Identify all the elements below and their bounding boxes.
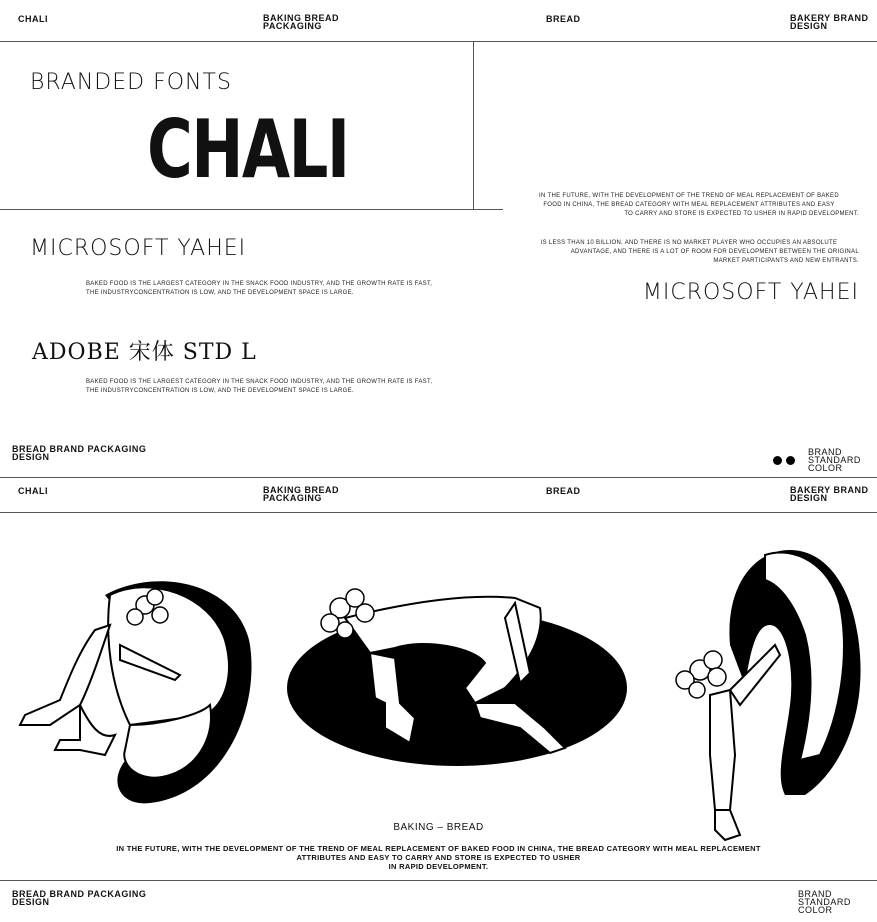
illustration-caption: BAKING – BREAD (393, 822, 484, 833)
right-paragraph-1: IN THE FUTURE, WITH THE DEVELOPMENT OF THE TREND OF MEAL REPLACEMENT OF BAKED FOOD IN CHINA, THE BREAD CATEGORY WITH MEAL REPLACEMENT ATTRIBUTES AND EASY TO CARRY AND STORE IS EXPECTED TO USHER IN RAPID DEVELOPMENT. (539, 193, 859, 217)
page-divider-2 (0, 880, 877, 881)
nav2-item-bread[interactable]: BREAD (546, 486, 581, 496)
nav2-item-chali[interactable]: CHALI (18, 486, 48, 496)
brand-name-display: CHALI (147, 103, 349, 196)
illustration-description: IN THE FUTURE, WITH THE DEVELOPMENT OF THE TREND OF MEAL REPLACEMENT OF BAKED FOOD IN CHINA, THE BREAD CATEGORY WITH MEAL REPLACEMENT ATTRIBUTES AND EASY TO CARRY AND STORE IS EXPECTED TO USHER IN RAPID DEVELOPMENT. (116, 844, 761, 871)
color-dot-1 (773, 456, 782, 465)
footer-right-label: BRAND STANDARD COLOR (808, 447, 861, 473)
nav-item-bakery-brand-design[interactable]: BAKERY BRAND DESIGN (790, 13, 869, 31)
nav-item-chali[interactable]: CHALI (18, 14, 48, 24)
section-divider-vertical (473, 41, 474, 209)
nav-item-bread[interactable]: BREAD (546, 14, 581, 24)
footer-left-label: BREAD BRAND PACKAGING DESIGN (12, 444, 147, 462)
color-dot-2 (786, 456, 795, 465)
nav2-divider (0, 512, 877, 513)
nav-item-baking-bread-packaging[interactable]: BAKING BREAD PACKAGING (263, 13, 340, 31)
illustration-person-with-arch-bread-icon (655, 545, 870, 845)
font1-name: MICROSOFT YAHEI (30, 236, 247, 261)
nav2-item-bakery-brand-design[interactable]: BAKERY BRAND DESIGN (790, 485, 869, 503)
illustration-person-lying-on-bread-icon (285, 578, 630, 768)
illustration-person-hugging-bread-icon (10, 565, 260, 810)
section-divider-horizontal (0, 209, 503, 210)
page-divider-1 (0, 477, 877, 478)
font2-description: BAKED FOOD IS THE LARGEST CATEGORY IN THE SNACK FOOD INDUSTRY, AND THE GROWTH RATE IS FAST, THE INDUSTRYCONCENTRATION IS LOW, AND THE DEVELOPMENT SPACE IS LARGE. (86, 379, 433, 394)
font2-name: ADOBE 宋体 STD L (32, 340, 257, 365)
footer2-left-label: BREAD BRAND PACKAGING DESIGN (12, 889, 147, 907)
font1-description: BAKED FOOD IS THE LARGEST CATEGORY IN THE SNACK FOOD INDUSTRY, AND THE GROWTH RATE IS FAST, THE INDUSTRYCONCENTRATION IS LOW, AND THE DEVELOPMENT SPACE IS LARGE. (86, 281, 433, 296)
nav2-item-baking-bread-packaging[interactable]: BAKING BREAD PACKAGING (263, 485, 340, 503)
branded-fonts-heading: BRANDED FONTS (30, 70, 232, 95)
right-font-name: MICROSOFT YAHEI (642, 280, 859, 305)
nav-divider (0, 41, 877, 42)
footer2-right-label: BRAND STANDARD COLOR (798, 889, 851, 915)
right-paragraph-2: IS LESS THAN 10 BILLION, AND THERE IS NO MARKET PLAYER WHO OCCUPIES AN ABSOLUTE ADVANTAGE, AND THERE IS A LOT OF ROOM FOR DEVELOPMENT BETWEEN THE ORIGINAL MARKET PARTICIPANTS AND NEW ENTRANTS. (540, 240, 859, 264)
